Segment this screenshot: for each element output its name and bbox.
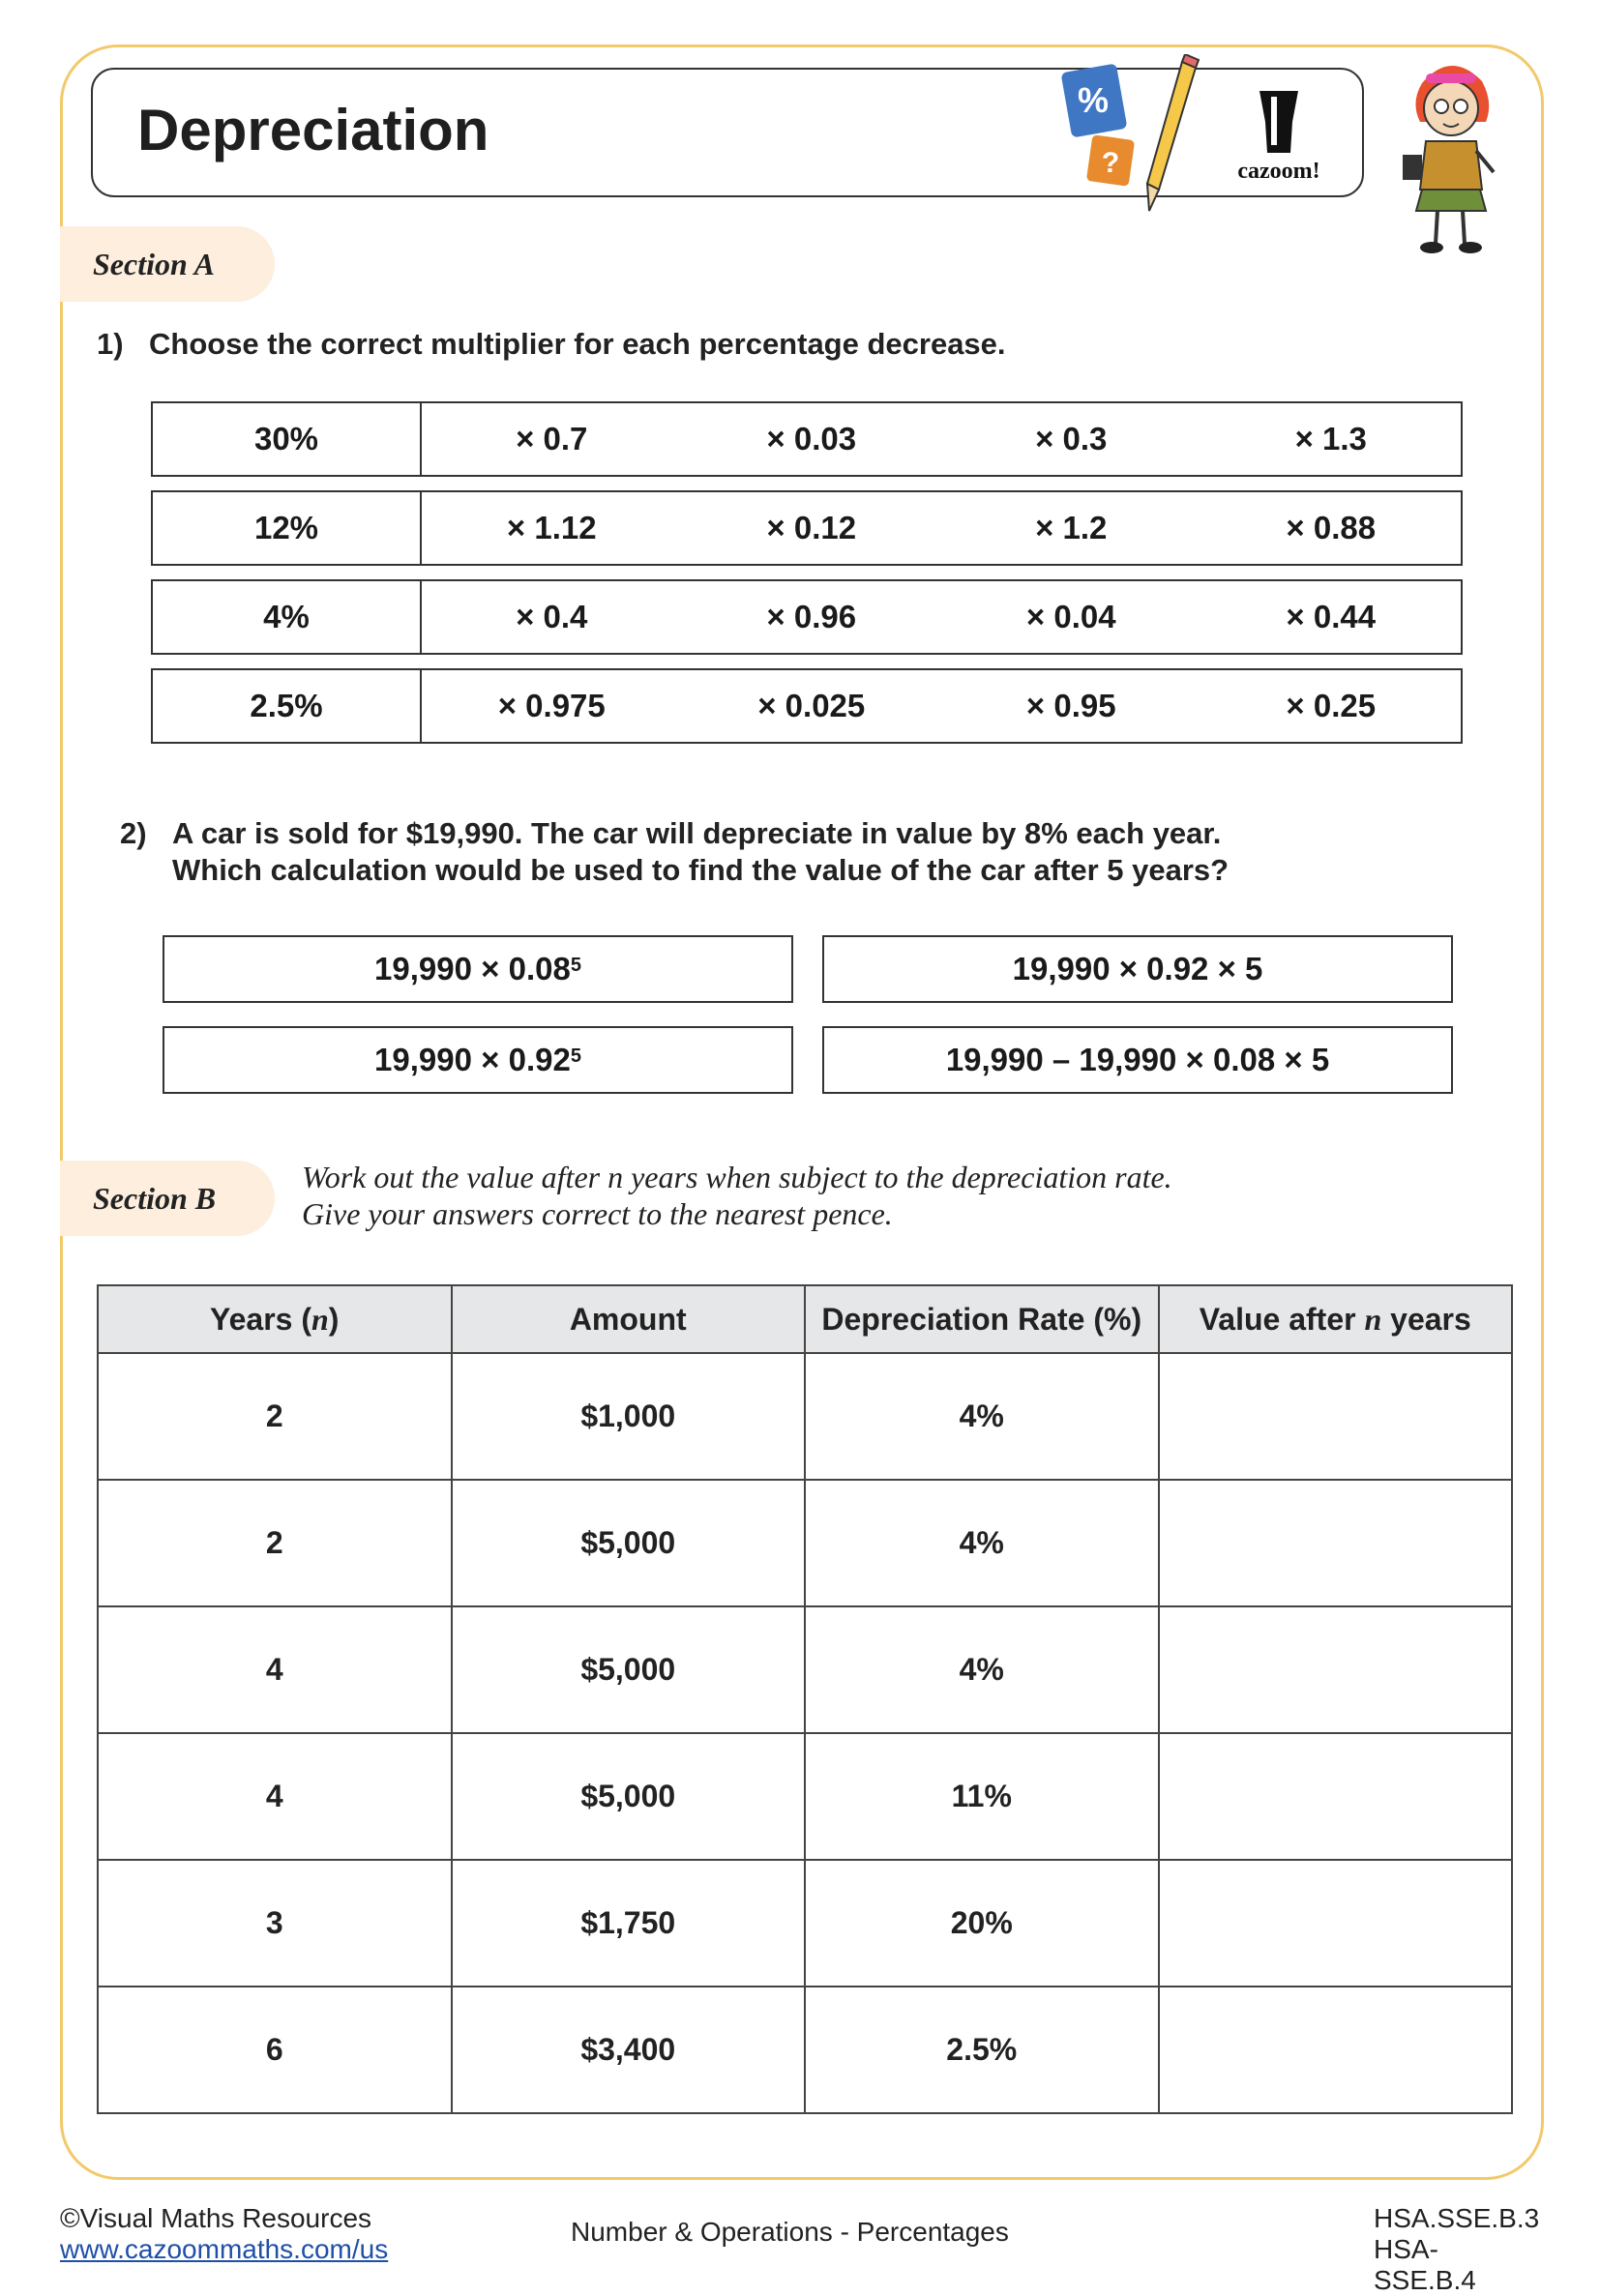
header-years: Years (n) — [98, 1285, 452, 1353]
question-text: Choose the correct multiplier for each percentage decrease. — [149, 327, 1006, 361]
question-2 — [120, 815, 1229, 889]
multiplier-option[interactable]: × 1.3 — [1294, 421, 1367, 456]
multiplier-option[interactable]: × 1.12 — [506, 510, 597, 545]
rate-cell: 20% — [805, 1860, 1159, 1987]
table-row — [98, 1606, 1512, 1733]
cazoom-logo — [1221, 83, 1337, 190]
question-number: 1) — [97, 327, 124, 361]
question-number: 2) — [120, 816, 147, 850]
table-row — [98, 1860, 1512, 1987]
header-amount: Amount — [452, 1285, 806, 1353]
svg-text:cazoom!: cazoom! — [1237, 159, 1320, 184]
header-rate: Depreciation Rate (%) — [805, 1285, 1159, 1353]
section-a-label: Section A — [60, 226, 275, 302]
rate-cell: 4% — [805, 1480, 1159, 1606]
section-b-instructions — [302, 1159, 1172, 1232]
question-text-line-2: Which calculation would be used to find the value of the car after 5 years? — [172, 853, 1230, 887]
multiplier-row — [151, 490, 1463, 566]
calculation-base: 19,990 – 19,990 × 0.08 × 5 — [945, 1042, 1330, 1077]
calculation-base: 19,990 × 0.92 × 5 — [1012, 951, 1263, 986]
answer-cell[interactable] — [1159, 1987, 1513, 2113]
multiplier-row — [151, 401, 1463, 477]
multiplier-option[interactable]: × 0.95 — [1025, 688, 1116, 723]
multiplier-row — [151, 668, 1463, 744]
calculation-base: 19,990 × 0.08 — [374, 951, 571, 986]
page-title: Depreciation — [137, 98, 489, 162]
footer-topic: Number & Operations - Percentages — [571, 2217, 1009, 2247]
question-1 — [97, 327, 1006, 362]
answer-cell[interactable] — [1159, 1606, 1513, 1733]
answer-cell[interactable] — [1159, 1480, 1513, 1606]
years-cell: 2 — [98, 1480, 452, 1606]
years-cell: 3 — [98, 1860, 452, 1987]
table-row — [98, 1733, 1512, 1860]
rate-cell: 4% — [805, 1353, 1159, 1480]
table-row — [98, 1987, 1512, 2113]
calculation-option[interactable] — [822, 935, 1453, 1003]
multiplier-option[interactable]: × 0.3 — [1035, 421, 1108, 456]
calculation-exponent: 5 — [570, 954, 581, 976]
multiplier-option[interactable]: × 0.96 — [766, 599, 857, 634]
table-row — [98, 1353, 1512, 1480]
multiplier-option[interactable]: × 0.12 — [766, 510, 857, 545]
multiplier-option[interactable]: × 1.2 — [1035, 510, 1108, 545]
multiplier-option[interactable]: × 0.88 — [1286, 510, 1377, 545]
multiplier-option[interactable]: × 0.44 — [1286, 599, 1377, 634]
calculation-option[interactable] — [822, 1026, 1453, 1094]
percent-cell: 4% — [153, 581, 422, 653]
multiplier-option[interactable]: × 0.25 — [1286, 688, 1377, 723]
multiplier-option[interactable]: × 0.025 — [757, 688, 866, 723]
calculation-base: 19,990 × 0.92 — [374, 1042, 571, 1077]
question-text-line-1: A car is sold for $19,990. The car will depreciate in value by 8% each year. — [172, 816, 1222, 850]
years-cell: 6 — [98, 1987, 452, 2113]
multiplier-option[interactable]: × 0.04 — [1025, 599, 1116, 634]
section-b-label: Section B — [60, 1161, 275, 1236]
multiplier-option[interactable]: × 0.7 — [516, 421, 588, 456]
instruction-line-1: Work out the value after n years when subject to the depreciation rate. — [302, 1160, 1172, 1194]
rate-cell: 2.5% — [805, 1987, 1159, 2113]
header-value: Value after n years — [1159, 1285, 1513, 1353]
standard-code: HSA.SSE.B.3 — [1374, 2203, 1540, 2233]
website-link[interactable]: www.cazoommaths.com/us — [60, 2234, 389, 2264]
multiplier-option[interactable]: × 0.975 — [497, 688, 606, 723]
amount-cell: $5,000 — [452, 1480, 806, 1606]
rate-cell: 11% — [805, 1733, 1159, 1860]
multiplier-option[interactable]: × 0.03 — [766, 421, 857, 456]
depreciation-table — [97, 1284, 1513, 2114]
svg-text:%: % — [1077, 80, 1110, 120]
rate-cell: 4% — [805, 1606, 1159, 1733]
amount-cell: $1,000 — [452, 1353, 806, 1480]
answer-cell[interactable] — [1159, 1860, 1513, 1987]
multiplier-row — [151, 579, 1463, 655]
amount-cell: $5,000 — [452, 1733, 806, 1860]
percent-cell: 2.5% — [153, 670, 422, 742]
multiplier-option[interactable]: × 0.4 — [516, 599, 588, 634]
calculation-option[interactable] — [163, 1026, 793, 1094]
footer-left — [60, 2203, 388, 2265]
table-row — [98, 1480, 1512, 1606]
answer-cell[interactable] — [1159, 1733, 1513, 1860]
percent-cell: 30% — [153, 403, 422, 475]
calculation-option[interactable] — [163, 935, 793, 1003]
amount-cell: $5,000 — [452, 1606, 806, 1733]
mascot-girl-icon — [1393, 54, 1509, 257]
amount-cell: $3,400 — [452, 1987, 806, 2113]
percent-pencil-icon — [1058, 54, 1213, 219]
footer-standards — [1374, 2203, 1540, 2296]
instruction-line-2: Give your answers correct to the nearest pence. — [302, 1196, 893, 1231]
years-cell: 4 — [98, 1733, 452, 1860]
answer-cell[interactable] — [1159, 1353, 1513, 1480]
calculation-exponent: 5 — [570, 1045, 581, 1067]
percent-cell: 12% — [153, 492, 422, 564]
copyright-text: ©Visual Maths Resources — [60, 2203, 372, 2233]
years-cell: 2 — [98, 1353, 452, 1480]
years-cell: 4 — [98, 1606, 452, 1733]
svg-text:?: ? — [1101, 147, 1120, 179]
standard-code: HSA-SSE.B.4 — [1374, 2234, 1476, 2295]
amount-cell: $1,750 — [452, 1860, 806, 1987]
table-header-row — [98, 1285, 1512, 1353]
